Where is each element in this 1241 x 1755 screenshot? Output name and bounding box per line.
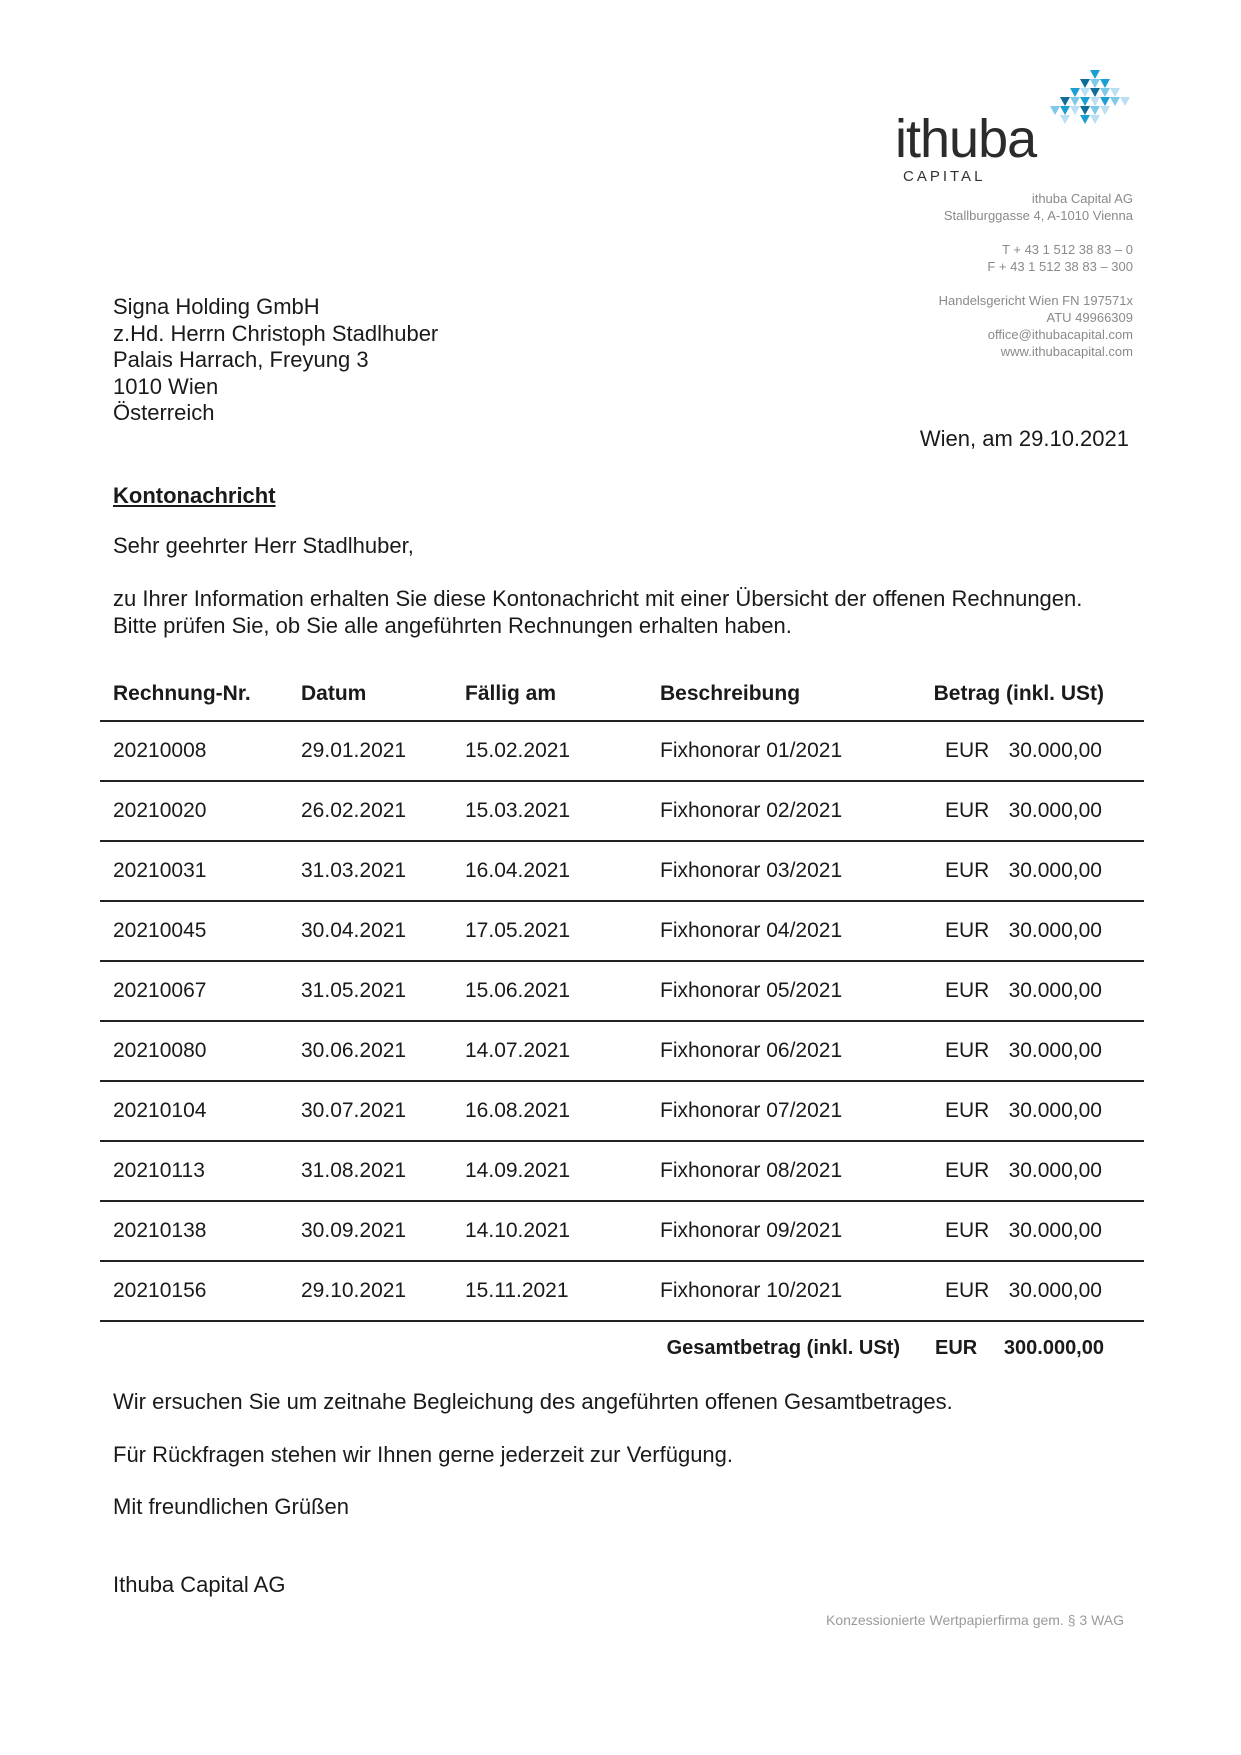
total-amount: 300.000,00 — [1003, 1337, 1104, 1359]
sender-fax: F + 43 1 512 38 83 – 300 — [987, 259, 1133, 274]
recipient-company: Signa Holding GmbH — [113, 294, 320, 319]
cell-description: Fixhonorar 09/2021 — [660, 1219, 843, 1242]
table-row — [100, 902, 1144, 962]
letter-subject: Kontonachricht — [113, 483, 276, 508]
cell-amount: 30.000,00 — [1008, 1279, 1102, 1302]
cell-amount: 30.000,00 — [1008, 1099, 1102, 1122]
cell-due-date: 14.09.2021 — [465, 1159, 571, 1182]
cell-date: 30.07.2021 — [301, 1099, 407, 1122]
cell-date: 31.03.2021 — [301, 859, 407, 882]
recipient-country: Österreich — [113, 400, 215, 425]
intro-line: zu Ihrer Information erhalten Sie diese Kontonachricht mit einer Übersicht der offenen Rechnungen. — [113, 586, 1083, 611]
cell-due-date: 17.05.2021 — [465, 919, 571, 942]
table-row — [100, 1022, 1144, 1082]
cell-currency: EUR — [945, 1159, 990, 1182]
table-row — [100, 1202, 1144, 1262]
cell-amount: 30.000,00 — [1008, 979, 1102, 1002]
recipient-street: Palais Harrach, Freyung 3 — [113, 347, 369, 372]
cell-amount: 30.000,00 — [1008, 799, 1102, 822]
cell-description: Fixhonorar 08/2021 — [660, 1159, 843, 1182]
recipient-address — [113, 294, 438, 427]
table-row — [100, 842, 1144, 902]
cell-invoice-no: 20210080 — [113, 1039, 207, 1062]
cell-description: Fixhonorar 01/2021 — [660, 739, 843, 762]
cell-invoice-no: 20210156 — [113, 1279, 207, 1302]
cell-currency: EUR — [945, 739, 990, 762]
intro-line: Bitte prüfen Sie, ob Sie alle angeführten Rechnungen erhalten haben. — [113, 612, 792, 638]
sender-web: www.ithubacapital.com — [1000, 344, 1133, 359]
cell-invoice-no: 20210113 — [113, 1159, 205, 1182]
cell-description: Fixhonorar 10/2021 — [660, 1279, 843, 1302]
cell-invoice-no: 20210020 — [113, 799, 207, 822]
sender-address — [944, 190, 1133, 224]
cell-due-date: 16.08.2021 — [465, 1099, 571, 1122]
cell-description: Fixhonorar 04/2021 — [660, 919, 843, 942]
cell-amount: 30.000,00 — [1008, 1039, 1102, 1062]
cell-invoice-no: 20210138 — [113, 1219, 207, 1242]
total-currency: EUR — [935, 1337, 978, 1359]
cell-currency: EUR — [945, 859, 990, 882]
cell-date: 30.09.2021 — [301, 1219, 407, 1242]
cell-invoice-no: 20210031 — [113, 859, 207, 882]
table-total-row — [100, 1322, 1144, 1374]
cell-description: Fixhonorar 02/2021 — [660, 799, 843, 822]
cell-due-date: 14.10.2021 — [465, 1219, 571, 1242]
cell-date: 31.08.2021 — [301, 1159, 407, 1182]
cell-description: Fixhonorar 05/2021 — [660, 979, 843, 1002]
cell-due-date: 15.11.2021 — [465, 1279, 569, 1302]
letter-date: Wien, am 29.10.2021 — [919, 426, 1129, 451]
cell-description: Fixhonorar 03/2021 — [660, 859, 843, 882]
header-invoice-no: Rechnung-Nr. — [113, 682, 251, 705]
cell-amount: 30.000,00 — [1008, 1159, 1102, 1182]
cell-amount: 30.000,00 — [1008, 919, 1102, 942]
sender-registry — [939, 292, 1133, 360]
logo-wordmark: ithuba — [895, 109, 1037, 169]
cell-description: Fixhonorar 07/2021 — [660, 1099, 843, 1122]
table-row — [100, 722, 1144, 782]
company-logo — [895, 70, 1145, 190]
recipient-attention: z.Hd. Herrn Christoph Stadlhuber — [113, 320, 439, 346]
cell-currency: EUR — [945, 1279, 990, 1302]
header-date: Datum — [301, 682, 367, 705]
sender-street: Stallburggasse 4, A-1010 Vienna — [943, 208, 1133, 223]
cell-date: 30.06.2021 — [301, 1039, 407, 1062]
cell-invoice-no: 20210008 — [113, 739, 207, 762]
cell-currency: EUR — [945, 979, 990, 1002]
recipient-city: 1010 Wien — [113, 373, 219, 399]
cell-amount: 30.000,00 — [1008, 739, 1102, 762]
sender-contact — [987, 241, 1133, 275]
cell-invoice-no: 20210104 — [113, 1099, 207, 1122]
header-due-date: Fällig am — [465, 682, 557, 705]
cell-invoice-no: 20210067 — [113, 979, 207, 1002]
cell-currency: EUR — [945, 1099, 990, 1122]
salutation: Sehr geehrter Herr Stadlhuber, — [113, 533, 414, 558]
header-description: Beschreibung — [660, 682, 801, 705]
cell-currency: EUR — [945, 1219, 990, 1242]
cell-amount: 30.000,00 — [1008, 1219, 1102, 1242]
logo-triangles-icon — [1040, 70, 1130, 130]
invoice-table — [100, 668, 1144, 1374]
cell-due-date: 14.07.2021 — [465, 1039, 571, 1062]
sender-name: ithuba Capital AG — [1031, 191, 1133, 206]
footer-note: Konzessionierte Wertpapierfirma gem. § 3 WAG — [825, 1612, 1124, 1628]
table-row — [100, 1142, 1144, 1202]
cell-date: 29.01.2021 — [301, 739, 407, 762]
signature: Ithuba Capital AG — [113, 1572, 286, 1597]
cell-currency: EUR — [945, 799, 990, 822]
sender-phone: T + 43 1 512 38 83 – 0 — [1002, 242, 1133, 257]
cell-currency: EUR — [945, 1039, 990, 1062]
cell-date: 29.10.2021 — [301, 1279, 407, 1302]
closing-request: Wir ersuchen Sie um zeitnahe Begleichung des angeführten offenen Gesamtbetrages. — [113, 1389, 953, 1414]
cell-due-date: 16.04.2021 — [465, 859, 571, 882]
cell-due-date: 15.06.2021 — [465, 979, 571, 1002]
sender-vat: ATU 49966309 — [1046, 310, 1133, 325]
table-row — [100, 1082, 1144, 1142]
cell-due-date: 15.03.2021 — [465, 799, 571, 822]
cell-currency: EUR — [945, 919, 990, 942]
closing-greeting: Mit freundlichen Grüßen — [113, 1494, 349, 1519]
table-row — [100, 962, 1144, 1022]
cell-due-date: 15.02.2021 — [465, 739, 571, 762]
intro-paragraph — [113, 586, 1082, 639]
logo-subtitle: CAPITAL — [903, 168, 986, 185]
cell-date: 30.04.2021 — [301, 919, 407, 942]
total-label: Gesamtbetrag (inkl. USt) — [666, 1337, 900, 1359]
table-row — [100, 782, 1144, 842]
sender-register: Handelsgericht Wien FN 197571x — [938, 293, 1133, 308]
closing-contact: Für Rückfragen stehen wir Ihnen gerne jederzeit zur Verfügung. — [113, 1442, 734, 1467]
cell-date: 26.02.2021 — [301, 799, 407, 822]
cell-date: 31.05.2021 — [301, 979, 407, 1002]
table-header-row — [100, 668, 1144, 722]
cell-description: Fixhonorar 06/2021 — [660, 1039, 843, 1062]
header-amount: Betrag (inkl. USt) — [933, 682, 1104, 705]
sender-email: office@ithubacapital.com — [987, 327, 1133, 342]
cell-amount: 30.000,00 — [1008, 859, 1102, 882]
table-row — [100, 1262, 1144, 1322]
cell-invoice-no: 20210045 — [113, 919, 207, 942]
